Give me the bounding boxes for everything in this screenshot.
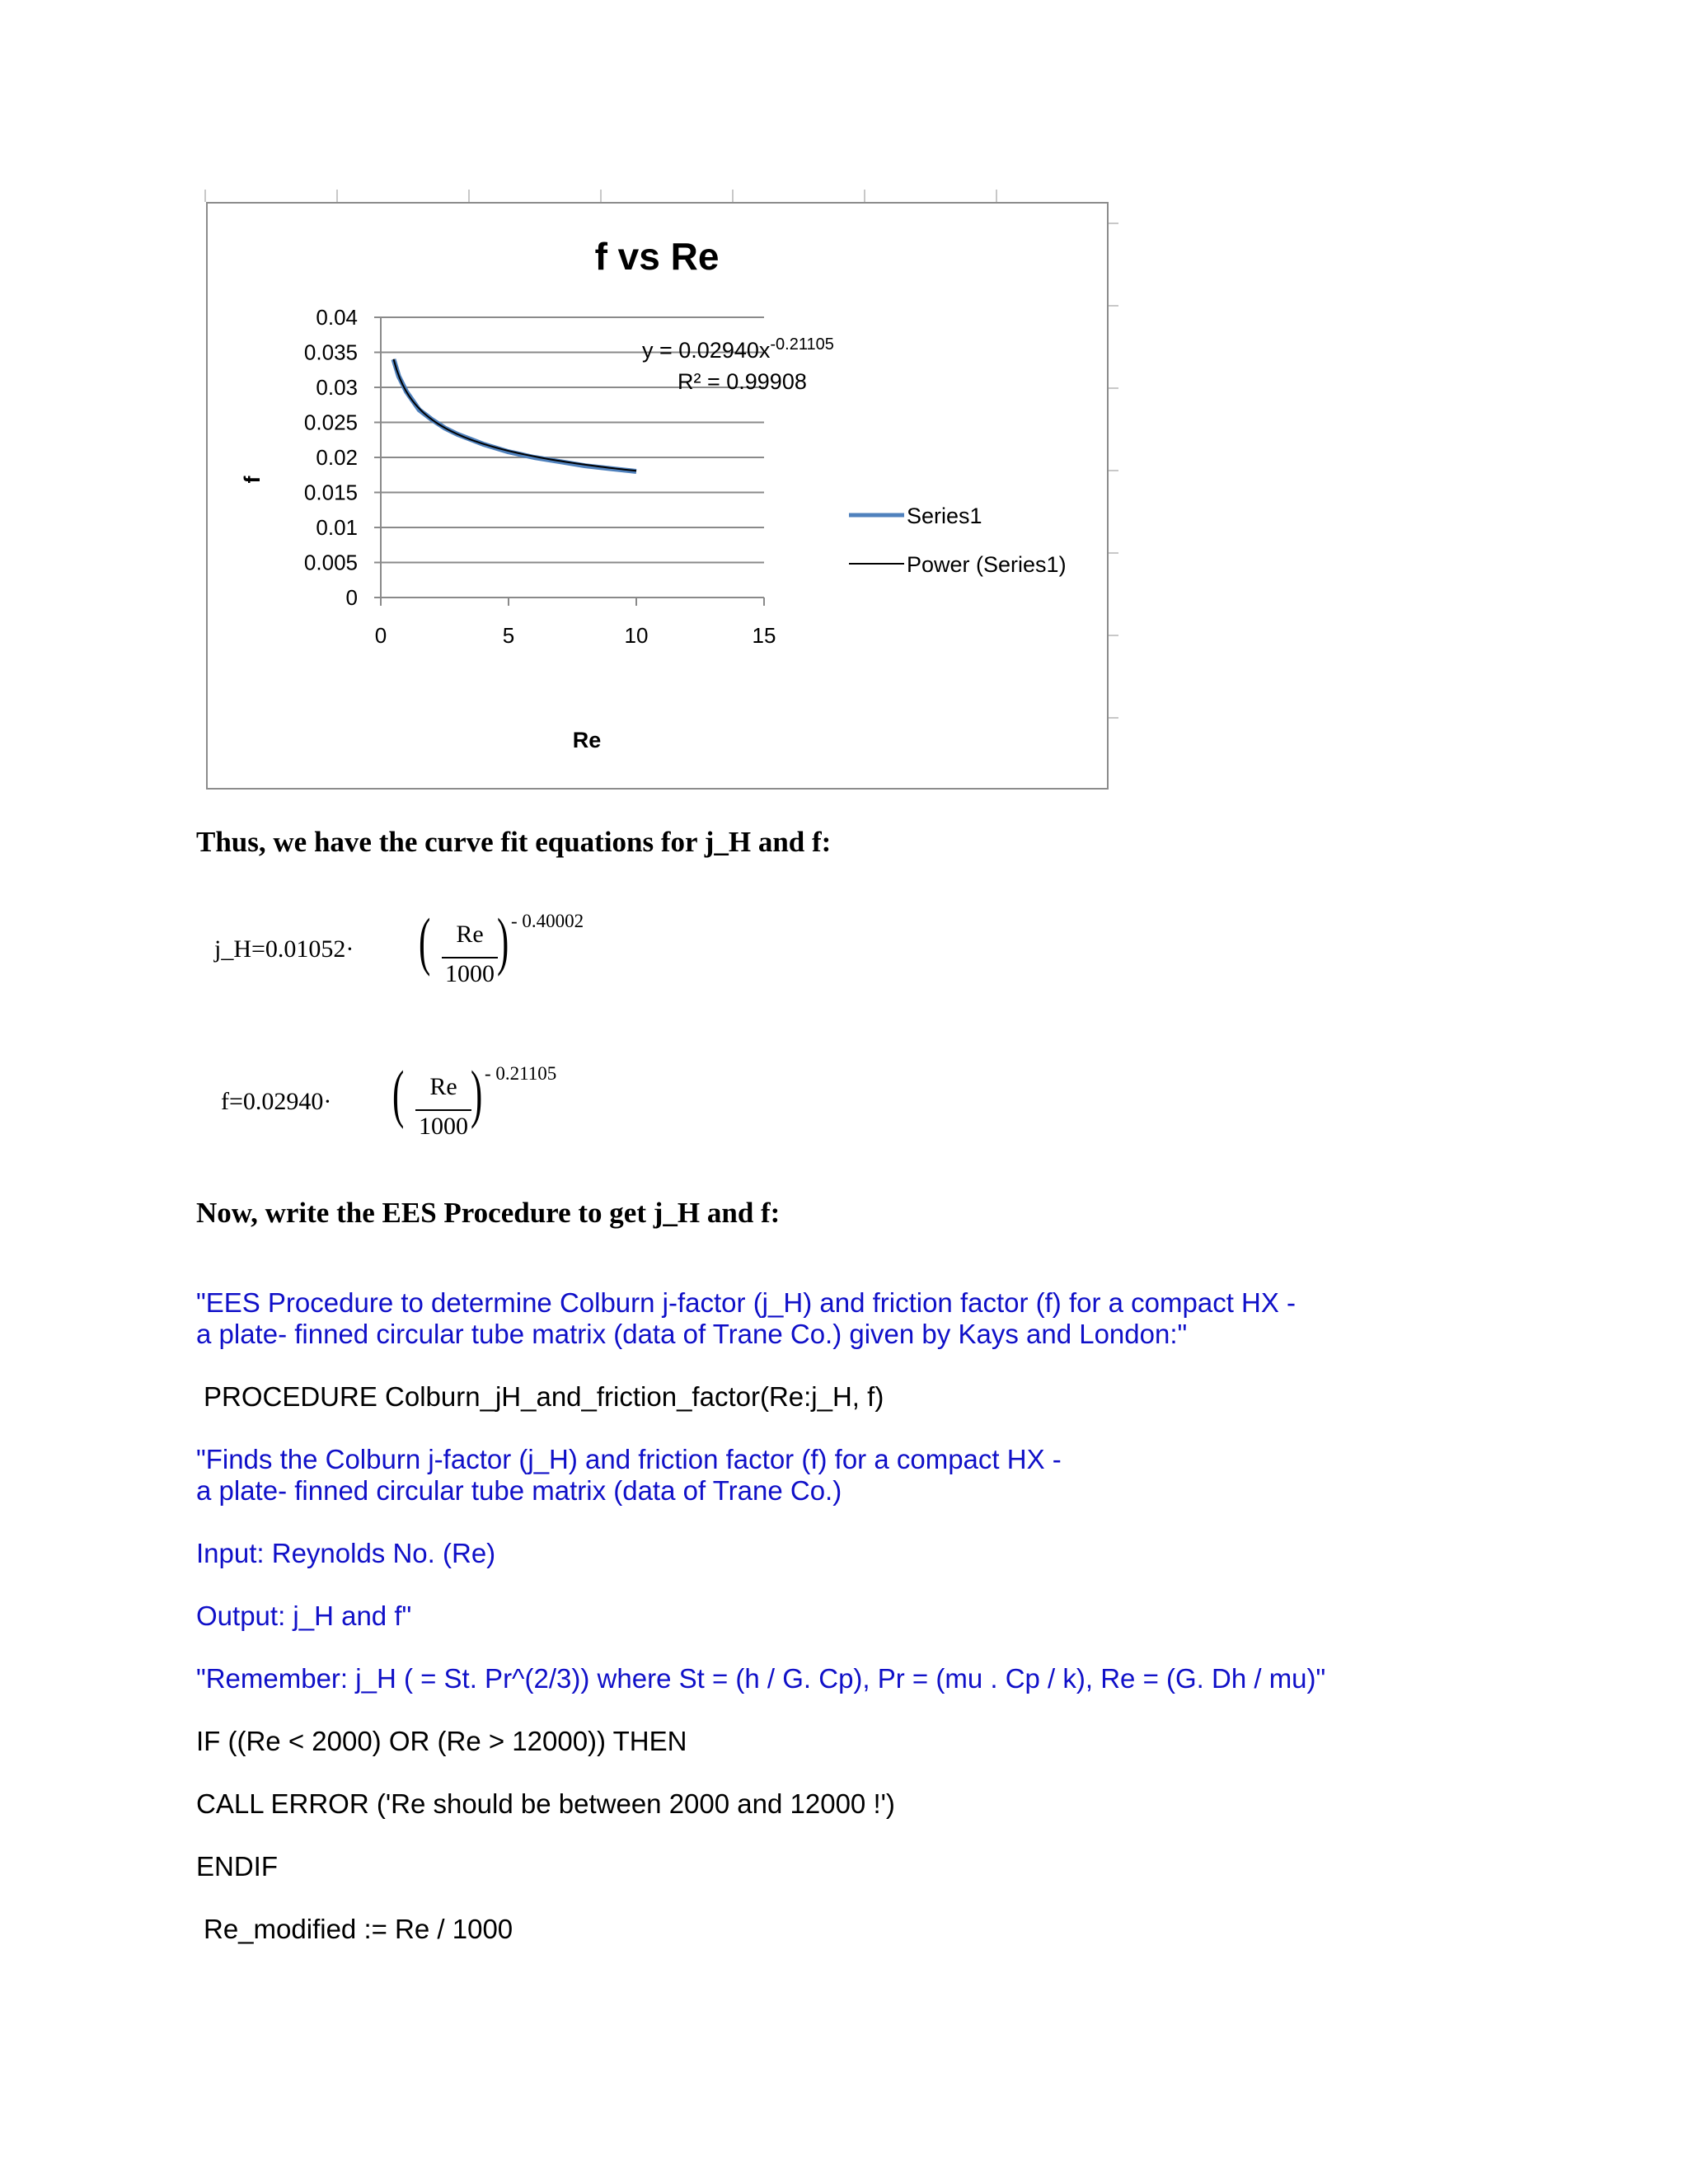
legend-label-series1: Series1 [907, 504, 982, 528]
procedure-declaration: PROCEDURE Colburn_jH_and_friction_factor(Re:j_H, f) [204, 1381, 884, 1412]
y-tick-label: 0.015 [303, 480, 358, 505]
y-tick-label: 0.01 [316, 515, 358, 540]
y-tick-label: 0.035 [303, 340, 358, 365]
r-squared-label: R² = 0.99908 [678, 369, 807, 394]
ees-procedure-heading: Now, write the EES Procedure to get j_H and f: [196, 1197, 781, 1229]
f-formula-denominator: 1000 [419, 1113, 468, 1140]
y-tick-label: 0.02 [316, 445, 358, 470]
sheet-tick [600, 190, 602, 202]
sheet-tick [1109, 305, 1118, 307]
comment-line: a plate- finned circular tube matrix (data of Trane Co.) given by Kays and London:" [196, 1319, 1188, 1349]
x-axis-title: Re [572, 728, 602, 752]
sheet-tick [1109, 717, 1118, 719]
comment-line: Input: Reynolds No. (Re) [196, 1538, 496, 1568]
series1-line [394, 359, 637, 471]
comment-line: a plate- finned circular tube matrix (data of Trane Co.) [196, 1475, 842, 1506]
code-line-endif: ENDIF [196, 1851, 278, 1882]
x-tick-label: 15 [752, 623, 776, 648]
sheet-tick [1109, 387, 1118, 389]
y-tick-label: 0 [345, 585, 358, 610]
f-formula-lhs: f=0.02940· [221, 1088, 332, 1115]
trendline-exponent: -0.21105 [770, 335, 834, 354]
sheet-tick [468, 190, 470, 202]
sheet-tick [204, 190, 206, 202]
sheet-tick [1109, 223, 1118, 224]
jh-formula-lhs: j_H=0.01052· [214, 935, 354, 963]
jh-formula [214, 905, 584, 1026]
jh-formula-numerator: Re [456, 921, 484, 948]
code-line-call-error: CALL ERROR ('Re should be between 2000 and 12000 !') [196, 1788, 895, 1819]
y-tick-label: 0.025 [303, 410, 358, 435]
comment-line: "Finds the Colburn j-factor (j_H) and friction factor (f) for a compact HX - [196, 1444, 1062, 1474]
chart-title: f vs Re [594, 235, 720, 278]
right-paren: ) [471, 1057, 483, 1129]
code-line-assignment: Re_modified := Re / 1000 [204, 1914, 513, 1944]
sheet-tick [1109, 470, 1118, 471]
sheet-tick [1109, 552, 1118, 554]
f-vs-re-chart [208, 204, 1110, 791]
y-axis-title: f [240, 476, 265, 484]
legend-label-power-series1: Power (Series1) [907, 552, 1067, 577]
sheet-tick [996, 190, 997, 202]
code-line-if: IF ((Re < 2000) OR (Re > 12000)) THEN [196, 1726, 687, 1756]
f-formula-exponent: - 0.21105 [485, 1063, 557, 1084]
comment-line: "Remember: j_H ( = St. Pr^(2/3)) where St = (h / G. Cp), Pr = (mu . Cp / k), Re = (G. Dh / mu)" [196, 1663, 1326, 1694]
left-paren: ( [392, 1057, 405, 1129]
f-formula-numerator: Re [429, 1073, 457, 1100]
jh-formula-denominator: 1000 [445, 960, 495, 987]
y-tick-label: 0.03 [316, 375, 358, 400]
chart-frame [206, 202, 1109, 790]
curve-fit-heading: Thus, we have the curve fit equations for j_H and f: [196, 826, 832, 858]
sheet-tick [336, 190, 338, 202]
comment-line: "EES Procedure to determine Colburn j-factor (j_H) and friction factor (f) for a compact HX - [196, 1287, 1296, 1318]
x-tick-label: 5 [502, 623, 515, 648]
fraction-bar [415, 1109, 471, 1111]
legend [849, 504, 1067, 577]
sheet-tick [732, 190, 734, 202]
comment-line: Output: j_H and f" [196, 1601, 412, 1631]
sheet-tick [864, 190, 865, 202]
f-formula [221, 1057, 557, 1179]
y-tick-label: 0.005 [303, 550, 358, 575]
fraction-bar [442, 957, 498, 958]
jh-formula-exponent: - 0.40002 [511, 911, 584, 931]
left-paren: ( [419, 905, 431, 977]
trendline-equation: $y = 0.02940x^{-0.21105}$ [642, 335, 834, 363]
x-tick-label: 10 [624, 623, 649, 648]
x-tick-label: 0 [374, 623, 387, 648]
sheet-tick [1109, 635, 1118, 636]
y-tick-label: 0.04 [316, 305, 358, 330]
right-paren: ) [497, 905, 509, 977]
